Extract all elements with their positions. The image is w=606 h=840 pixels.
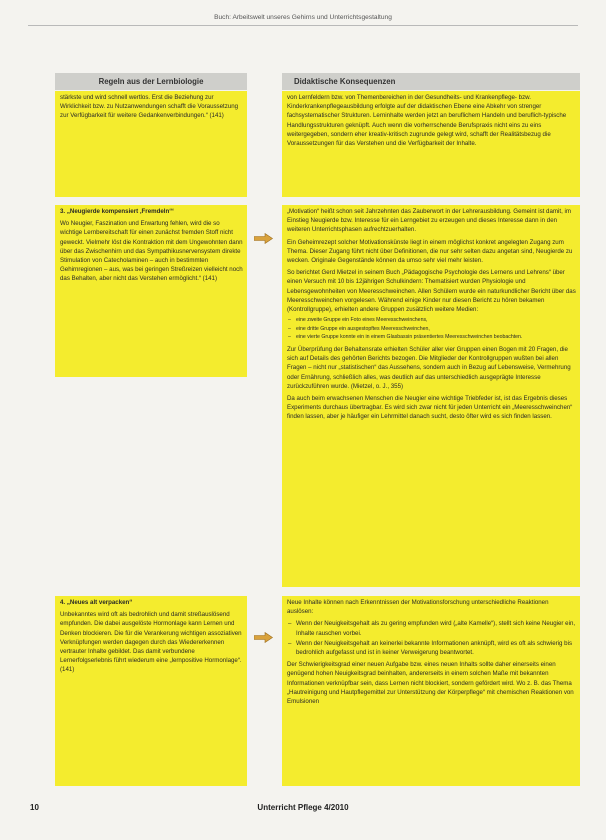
list-item: – eine vierte Gruppe konnte ein in einem Glasbassin präsentiertes Meeresschweinchen beobachten. xyxy=(296,334,576,342)
row1-right-text: von Lernfeldern bzw. von Themenbereichen in der Gesundheits- und Krankenpflege- bzw. Kinderkrankenpflegeausbildung erfolgte auf der didaktischen Ebene eine Abkehr von strenger fachsystematischer Strukturen. Lerninhalte werden jetzt an beruflichem Handeln und beruflich-typische Handlungsstrukturen geknüpft. Auch wenn die vorherrschende Berufspraxis nicht eins zu eins weitergegeben, sondern eher kreativ-kritisch zugrunde gelegt wird, schafft der Realitätsbezug die Voraussetzungen für das Verstehen und die Verfügbarkeit der Inhalte. xyxy=(287,94,567,148)
row3-right-cell xyxy=(282,596,580,786)
list-item: – eine dritte Gruppe ein ausgestopftes Meeresschweinchen, xyxy=(296,326,576,334)
row2-right-study: So berichtet Gerd Mietzel in seinem Buch „Pädagogische Psychologie des Lernens und Lehrens“ über einen Versuch mit 10 bis 12jährigen Schulkindern: Thematisiert wurden Physiologie und Lebensgewohnheiten von Meeresschweinchen. Allen Schülern wurde ein naturkundlicher Bericht über das Meeresschweinchen vorgelesen. Während einige Kinder nur diesen Bericht zu hören bekamen (Kontrollgruppe), erhielten andere Gruppen zusätzlich weitere Medien: xyxy=(287,269,576,314)
list-item: – Wenn der Neuigkeitsgehalt als zu gering empfunden wird („alte Kamelle“), stellt sich keine Neugier ein, Inhalte rauschen vorbei. xyxy=(296,619,576,637)
row3-left-title: 4. „Neues alt verpacken“ xyxy=(60,599,133,606)
row2-right-cell xyxy=(282,205,580,587)
row1-left-text: stärkste und wird schnell wertlos. Erst die Beziehung zur Wirklichkeit bzw. zu Nutzanwendungen schafft die Voraussetzung zur Verfügbarkeit für weitere Gedankenverbindungen.“ (141) xyxy=(60,94,239,120)
row2-right-intro: „Motivation“ heißt schon seit Jahrzehnten das Zauberwort in der Lehrerausbildung. Gemeint ist damit, im Einstieg Neugierde bzw. Interesse für ein Lerngebiet zu erzeugen und dieses Interesse dann in den weiteren Unterrichtsphasen aufrechtzuerhalten. xyxy=(287,208,571,234)
row3-left-text: Unbekanntes wird oft als bedrohlich und damit streßauslösend empfunden. Die dabei ausgelöste Hormonlage kann Lernen und Denken blockieren. Die für die Verankerung wichtigen assoziativen Verknüpfungen werden dagegen durch das Wiedererkennen vertrauter Inhalte gebildet. Das damit verbundene Lernerfolgserlebnis führt wiederum eine „lernpositive Hormonlage“. (141) xyxy=(60,611,242,674)
row2-right-conclusion: Da auch beim erwachsenen Menschen die Neugier eine wichtige Triebfeder ist, ist das Ergebnis dieses Experiments durchaus übertragbar. Es wird sich zwar nicht für jeden Unterricht ein „Meeresschweinchen“ finden lassen, aber je häufiger ein Lehrmittel danach sucht, desto öfter wird es sich finden lassen. xyxy=(287,395,573,421)
row3-left-cell xyxy=(55,596,247,786)
row1-right-cell xyxy=(282,91,580,197)
arrow-right-icon xyxy=(254,632,273,643)
row2-left-text: Wo Neugier, Faszination und Erwartung fehlen, wird die so wichtige Lernbereitschaft für einen zunächst fremden Stoff nicht geweckt. Vielmehr löst die Kontraktion mit dem Ungewohnten dann über das Zwischenhirn und das Sympathikusnervensystem direkte Stimulation von Catecholaminen – auch in bestimmten Gehirnregionen – aus, was bei geringen Streßreizen vielleicht noch das Behalten, aber nicht das Verstehen ermöglicht.“ (141) xyxy=(60,220,243,283)
row2-left-title: 3. „Neugierde kompensiert ‚Fremdeln‘“ xyxy=(60,208,174,215)
journal-issue: Unterricht Pflege 4/2010 xyxy=(257,803,349,812)
row3-right-difficulty: Der Schwierigkeitsgrad einer neuen Aufgabe bzw. eines neuen Inhalts sollte daher einerseits einen genügend hohen Neuigkeitsgrad beinhalten, andererseits in einem solchen Maße mit bekannten Informationen verknüpfbar sein, dass Lernen nicht blockiert, sondern gefördert wird. Wo z. B. das Thema „Hautreinigung und Hautpflegemittel zur Unterstützung der Körperpflege“ mit chemischen Reaktionen von Emulsionen xyxy=(287,661,574,706)
column-header-left-label: Regeln aus der Lernbiologie xyxy=(98,77,204,86)
list-item: – Wenn der Neuigkeitsgehalt an keinerlei bekannte Informationen anknüpft, wird es oft als schwierig bis bedrohlich aufgefasst und ist in keiner Verweigerung beantwortet. xyxy=(296,639,576,657)
row3-right-reaction-list xyxy=(287,619,576,657)
row3-right-intro: Neue Inhalte können nach Erkenntnissen der Motivationsforschung unterschiedliche Reaktionen auslösen: xyxy=(287,599,549,616)
row2-left-cell xyxy=(55,205,247,377)
page-number: 10 xyxy=(30,803,39,812)
header-rule xyxy=(28,25,578,26)
column-header-right-label: Didaktische Konsequenzen xyxy=(294,77,396,86)
row2-right-secret: Ein Geheimrezept solcher Motivationskünste liegt in einem möglichst konkret angelegten Zugang zum Thema. Dieser Zugang führt nicht über Definitionen, die nur sehr selten dazu angetan sind, Neugierde zu wecken. Originale Gegenstände können da umso sehr viel mehr leisten. xyxy=(287,238,573,265)
running-header: Buch: Arbeitswelt unseres Gehirns und Unterrichtsgestaltung xyxy=(214,14,392,21)
row2-right-group-list xyxy=(287,317,576,342)
row1-left-cell xyxy=(55,91,247,197)
column-header-left xyxy=(55,73,247,90)
arrow-right-icon xyxy=(254,233,273,244)
row2-right-results: Zur Überprüfung der Behaltensrate erhielten Schüler aller vier Gruppen einen Bogen mit 20 Fragen, die sich auf Details des gehörten Berichts bezogen. Die Mitglieder der Kontrollgruppen wußten bei allen Fragen – nicht nur „statistischen“ das Aussehens, sondern auch in Bezug auf Lebensweise, Vermehrung oder Ernährung, schließlich alles, was deutlich auf das unterschiedlich ausgeprägte Interesse zurückzuführen wurde. (Mietzel, o. J., 355) xyxy=(287,346,571,390)
list-item: – eine zweite Gruppe ein Foto eines Meeresschweinchens, xyxy=(296,317,576,325)
column-header-right xyxy=(282,73,580,90)
